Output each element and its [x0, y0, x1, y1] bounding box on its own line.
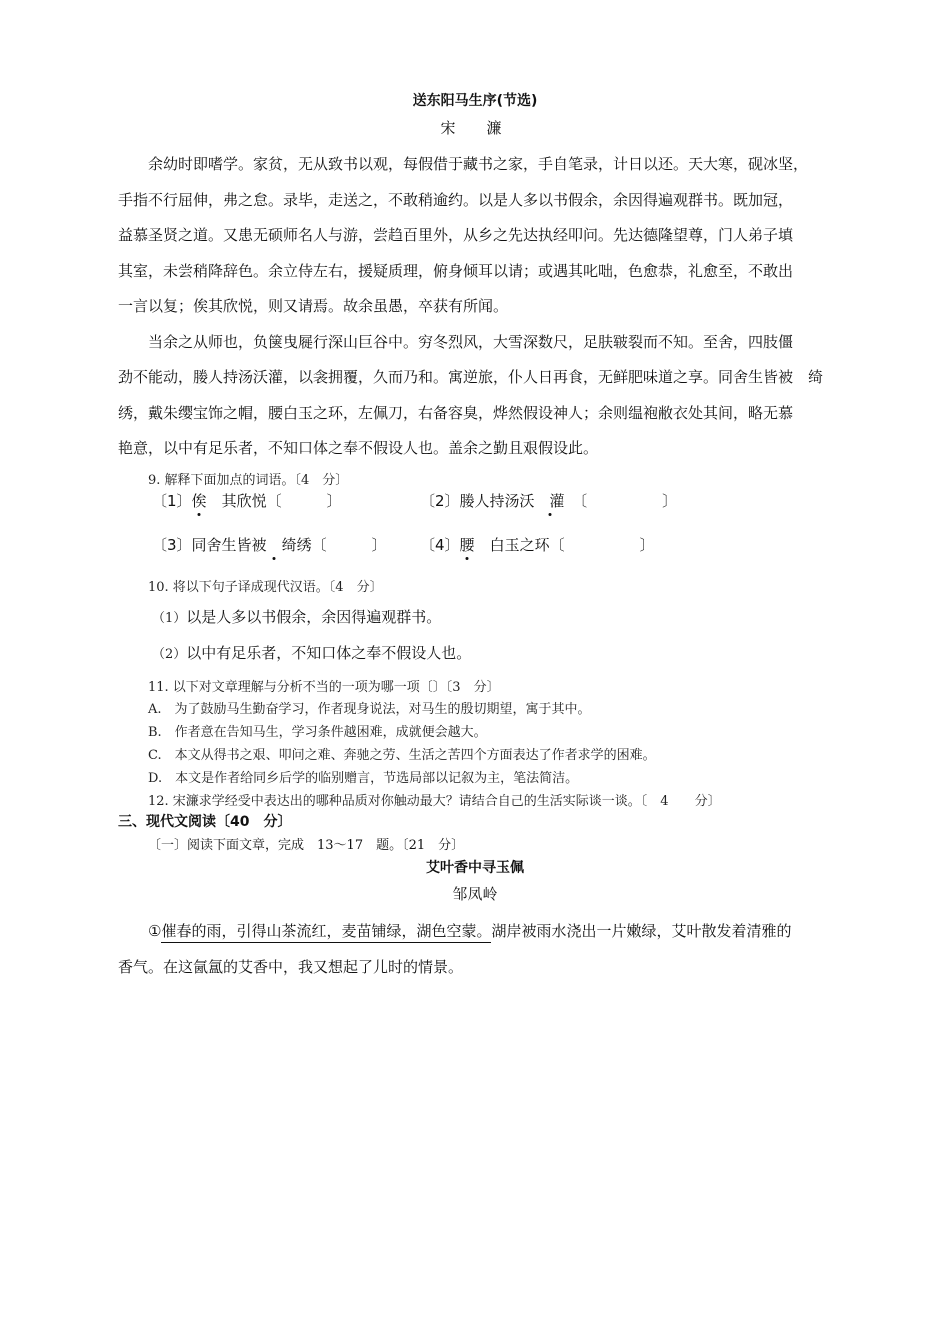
option-a: A. 为了鼓励马生勤奋学习，作者现身说法，对马生的殷切期望，寓于其中。	[148, 702, 591, 717]
item-number: （2）	[152, 647, 187, 662]
option-b: B. 作者意在告知马生，学习条件越困难，成就便会越大。	[148, 725, 487, 740]
item-number: 〔1〕	[152, 492, 192, 510]
question-11-stem: 11. 以下对文章理解与分析不当的一项为哪一项〔〕〔3 分〕	[148, 680, 500, 695]
paragraph-text: 湖岸被雨水浇出一片嫩绿，艾叶散发着清雅的	[491, 922, 792, 940]
paragraph-line: 手指不行屈伸，弗之怠。录毕，走送之，不敢稍逾约。以是人多以书假余，余因得遍观群书。既加冠，	[118, 191, 794, 209]
paragraph-line: 劲不能动，媵人持汤沃灌，以衾拥覆，久而乃和。寓逆旅，仆人日再食，无鲜肥味道之享。同舍生皆被 绮	[118, 368, 824, 386]
article-author: 宋 濂	[440, 119, 510, 137]
paragraph-line: 艳意，以中有足乐者，不知口体之奉不假设人也。盖余之勤且艰假设此。	[118, 439, 599, 457]
question-10-sentence-1	[152, 606, 441, 627]
section-subheading: 〔一〕阅读下面文章，完成 13～17 题。〔21 分〕	[148, 838, 465, 853]
item-text: 其欣悦〔 〕	[206, 492, 342, 510]
question-9-stem: 9. 解释下面加点的词语。〔4 分〕	[148, 473, 349, 488]
item-text: 以是人多以书假余，余因得遍观群书。	[186, 608, 442, 626]
dotted-word	[267, 536, 282, 554]
paragraph-line: 香气。在这氤氲的艾香中，我又想起了儿时的情景。	[118, 958, 464, 976]
paragraph-line: 绣，戴朱缨宝饰之帽，腰白玉之环，左佩刀，右备容臭，烨然假设神人；余则缊袍敝衣处其间，略无慕	[118, 404, 794, 422]
item-text: 白玉之环〔 〕	[474, 536, 655, 554]
article-2-title: 艾叶香中寻玉佩	[426, 860, 524, 876]
question-10-sentence-2	[152, 642, 471, 663]
dotted-word: 灌	[534, 492, 565, 510]
paragraph-line: 一言以复；俟其欣悦，则又请焉。故余虽愚，卒获有所闻。	[118, 297, 509, 315]
item-number: 〔4〕	[420, 536, 460, 554]
section-heading: 三、现代文阅读〔40 分〕	[118, 814, 292, 830]
question-9-item-4	[420, 534, 655, 555]
question-10-stem: 10. 将以下句子译成现代汉语。〔4 分〕	[148, 580, 383, 595]
paragraph-line: 余幼时即嗜学。家贫，无从致书以观，每假借于藏书之家，手自笔录，计日以还。天大寒，砚冰坚，	[148, 155, 809, 173]
item-text: 绮绣〔 〕	[281, 536, 387, 554]
item-text: 〔2〕媵人持汤沃	[420, 492, 535, 510]
article-title: 送东阳马生序(节选)	[412, 93, 538, 109]
item-text: 以中有足乐者，不知口体之奉不假设人也。	[186, 644, 472, 662]
dotted-word: 腰	[459, 536, 475, 554]
question-9-item-1	[152, 490, 342, 511]
item-blank: 〔 〕	[564, 492, 678, 510]
underlined-sentence: 催春的雨，引得山茶流红，麦苗铺绿，湖色空蒙。	[161, 922, 491, 943]
question-9-item-2	[420, 490, 677, 511]
option-c: C. 本文从得书之艰、叩问之难、奔驰之劳、生活之苦四个方面表达了作者求学的困难。	[148, 748, 656, 763]
article-2-author: 邹凤岭	[452, 885, 498, 903]
dotted-word: 俟	[191, 492, 207, 510]
item-number: （1）	[152, 611, 187, 626]
article-2-paragraph-1	[148, 920, 791, 941]
paragraph-line: 当余之从师也，负箧曳屣行深山巨谷中。穷冬烈风，大雪深数尺，足肤皲裂而不知。至舍，四肢僵	[148, 333, 794, 351]
option-d: D. 本文是作者给同乡后学的临别赠言，节选局部以记叙为主，笔法简洁。	[148, 771, 579, 786]
paragraph-number: ①	[148, 922, 162, 940]
question-9-item-3	[152, 534, 387, 555]
paragraph-line: 其室，未尝稍降辞色。余立侍左右，援疑质理，俯身倾耳以请；或遇其叱咄，色愈恭，礼愈至，不敢出	[118, 262, 794, 280]
paragraph-line: 益慕圣贤之道。又患无硕师名人与游，尝趋百里外，从乡之先达执经叩问。先达德隆望尊，门人弟子填	[118, 226, 794, 244]
question-12-stem: 12. 宋濂求学经受中表达出的哪种品质对你触动最大？请结合自己的生活实际谈一谈。〔 4 分〕	[148, 794, 721, 809]
item-text: 〔3〕同舍生皆被	[152, 536, 267, 554]
